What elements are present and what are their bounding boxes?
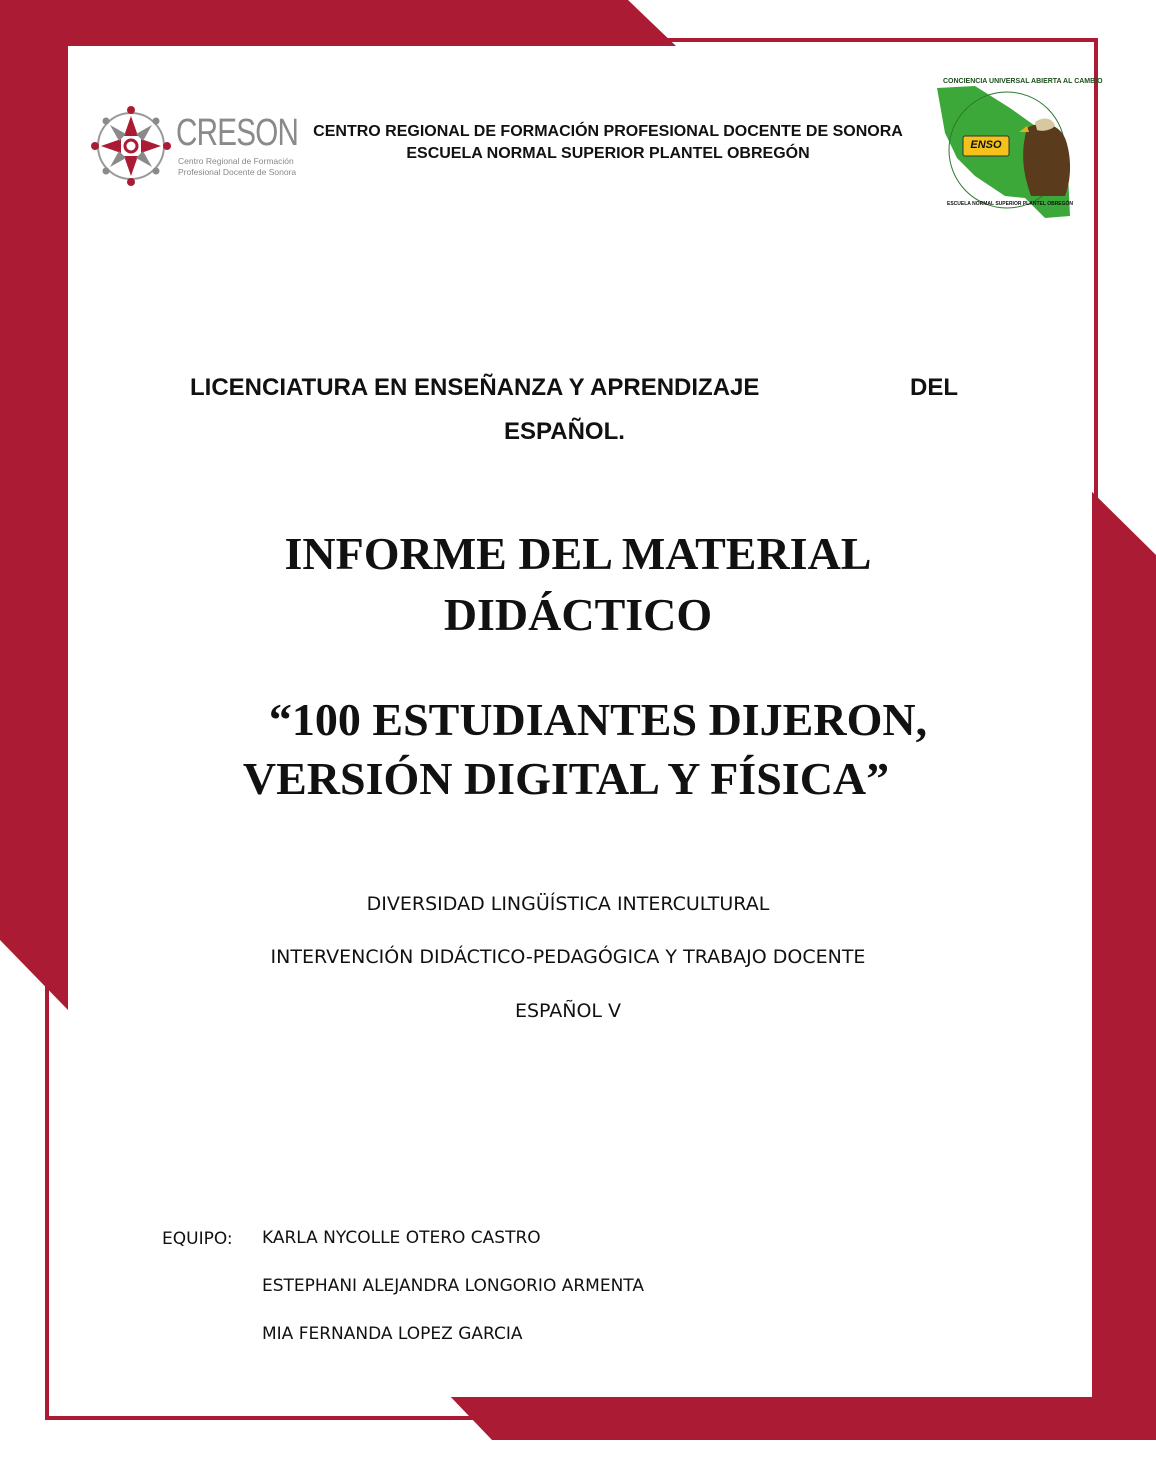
enso-logo-badge: ENSO: [970, 139, 1002, 151]
team-member-1: KARLA NYCOLLE OTERO CASTRO: [262, 1228, 541, 1248]
enso-logo-arc-text: CONCIENCIA UNIVERSAL ABIERTA AL CAMBIO: [943, 78, 1103, 85]
team-member-2: ESTEPHANI ALEJANDRA LONGORIO ARMENTA: [262, 1276, 644, 1296]
report-title-line2: DIDÁCTICO: [443, 589, 713, 640]
header-institution-line2: ESCUELA NORMAL SUPERIOR PLANTEL OBREGÓN: [406, 145, 810, 162]
material-name-line1: “100 ESTUDIANTES DIJERON,: [268, 694, 928, 745]
creson-logo-line1: Centro Regional de Formación: [178, 156, 294, 166]
degree-line1-part2: DEL: [910, 374, 958, 401]
creson-logo-name: CRESON: [176, 112, 299, 154]
subject-2: INTERVENCIÓN DIDÁCTICO-PEDAGÓGICA Y TRABAJO DOCENTE: [270, 946, 866, 968]
subject-1: DIVERSIDAD LINGÜÍSTICA INTERCULTURAL: [366, 893, 770, 915]
frame-band-left: [0, 40, 68, 1010]
material-name-line2: VERSIÓN DIGITAL Y FÍSICA”: [242, 753, 890, 804]
enso-logo-caption: ESCUELA NORMAL SUPERIOR PLANTEL OBREGÓN: [947, 201, 1074, 207]
degree-line2: ESPAÑOL.: [504, 418, 625, 445]
report-title-line1: INFORME DEL MATERIAL: [284, 528, 872, 579]
degree-line1-part1: LICENCIATURA EN ENSEÑANZA Y APRENDIZAJE: [190, 374, 760, 401]
team-label: EQUIPO:: [162, 1229, 233, 1249]
header-institution-line1: CENTRO REGIONAL DE FORMACIÓN PROFESIONAL DOCENTE DE SONORA: [313, 123, 903, 140]
enso-logo: [935, 78, 1103, 223]
creson-star-icon: [94, 98, 168, 198]
team-member-3: MIA FERNANDA LOPEZ GARCIA: [262, 1324, 523, 1344]
creson-logo-line2: Profesional Docente de Sonora: [178, 167, 297, 177]
subject-3: ESPAÑOL V: [514, 1000, 622, 1022]
creson-logo: [94, 98, 299, 198]
